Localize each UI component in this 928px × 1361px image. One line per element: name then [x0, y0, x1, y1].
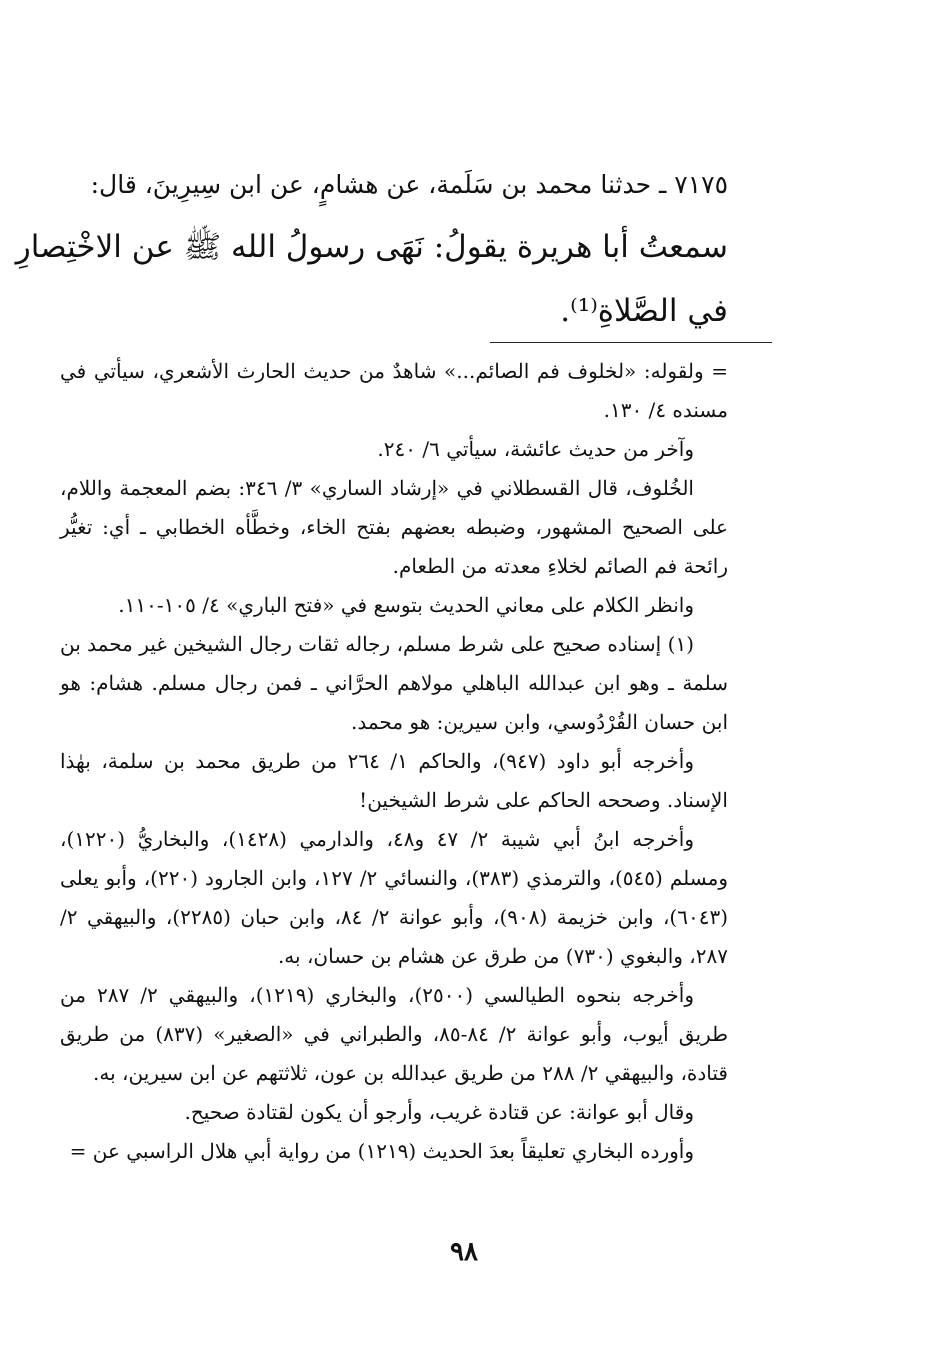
footnote-1: (١) إسناده صحيح على شرط مسلم، رجاله ثقات رجال الشيخين غير محمد بن سلمة ـ وهو ابن عبدالله الباهلي مولاهم الحرَّاني ـ فمن رجال مسلم. هشام: هو ابن حسان القُرْدُوسي، وابن سيرين: هو محمد. [60, 632, 728, 734]
hadith-isnad-line: ٧١٧٥ ـ حدثنا محمد بن سَلَمة، عن هشامٍ، عن ابن سِيرِينَ، قال: [90, 170, 728, 199]
footnote-paragraph: وأخرجه ابنُ أبي شيبة ٢/ ٤٧ و٤٨، والدارمي (١٤٢٨)، والبخاريُّ (١٢٢٠)، ومسلم (٥٤٥)، والترمذي (٣٨٣)، والنسائي ٢/ ١٢٧، وابن الجارود (٢٢٠)، وأبو يعلى (٦٠٤٣)، وابن خزيمة (٩٠٨)، وأبو عوانة ٢/ ٨٤، وابن حبان (٢٢٨٥)، والبيهقي ٢/ ٢٨٧، والبغوي (٧٣٠) من طرق عن هشام بن حسان، به. [60, 827, 729, 968]
footnote-paragraph: وأورده البخاري تعليقاً بعدَ الحديث (١٢١٩) من رواية أبي هلال الراسبي عن = [69, 1139, 694, 1163]
footnotes [60, 352, 728, 1171]
footnote-paragraph: الخُلوف، قال القسطلاني في «إرشاد الساري» ٣/ ٣٤٦: بضم المعجمة واللام، على الصحيح المشهور، وضبطه بعضهم بفتح الخاء، وخطَّأه الخطابي ـ أي: تغيُّر رائحة فم الصائم لخلاءِ معدته من الطعام. [60, 476, 728, 578]
footnote-paragraph: وأخرجه أبو داود (٩٤٧)، والحاكم ١/ ٢٦٤ من طريق محمد بن سلمة، بهٰذا الإسناد. وصححه الحاكم على شرط الشيخين! [60, 749, 728, 812]
hadith-matn-line-end: في الصَّلاةِ⁽¹⁾. [560, 293, 728, 329]
footnote-separator [490, 342, 772, 343]
hadith-matn-line: سمعتُ أبا هريرة يقولُ: نَهَى رسولُ الله ﷺ عن الاخْتِصارِ [15, 229, 728, 265]
page-number: ٩٨ [450, 1237, 478, 1267]
footnote-paragraph: وقال أبو عوانة: عن قتادة غريب، وأرجو أن يكون لقتادة صحيح. [184, 1100, 694, 1124]
footnote-paragraph: وآخر من حديث عائشة، سيأتي ٦/ ٢٤٠. [377, 437, 694, 461]
hadith-text [15, 155, 728, 343]
footnote-continuation: = ولقوله: «لخلوف فم الصائم...» شاهدٌ من حديث الحارث الأشعري، سيأتي في مسنده ٤/ ١٣٠. [60, 359, 728, 422]
footnote-paragraph: وأخرجه بنحوه الطيالسي (٢٥٠٠)، والبخاري (١٢١٩)، والبيهقي ٢/ ٢٨٧ من طريق أيوب، وأبو عوانة ٢/ ٨٤-٨٥، والطبراني في «الصغير» (٨٣٧) من طريق قتادة، والبيهقي ٢/ ٢٨٨ من طريق عبدالله بن عون، ثلاثتهم عن ابن سيرين، به. [60, 983, 729, 1085]
footnote-paragraph: وانظر الكلام على معاني الحديث بتوسع في «فتح الباري» ٤/ ١٠٥-١١٠. [118, 593, 694, 617]
